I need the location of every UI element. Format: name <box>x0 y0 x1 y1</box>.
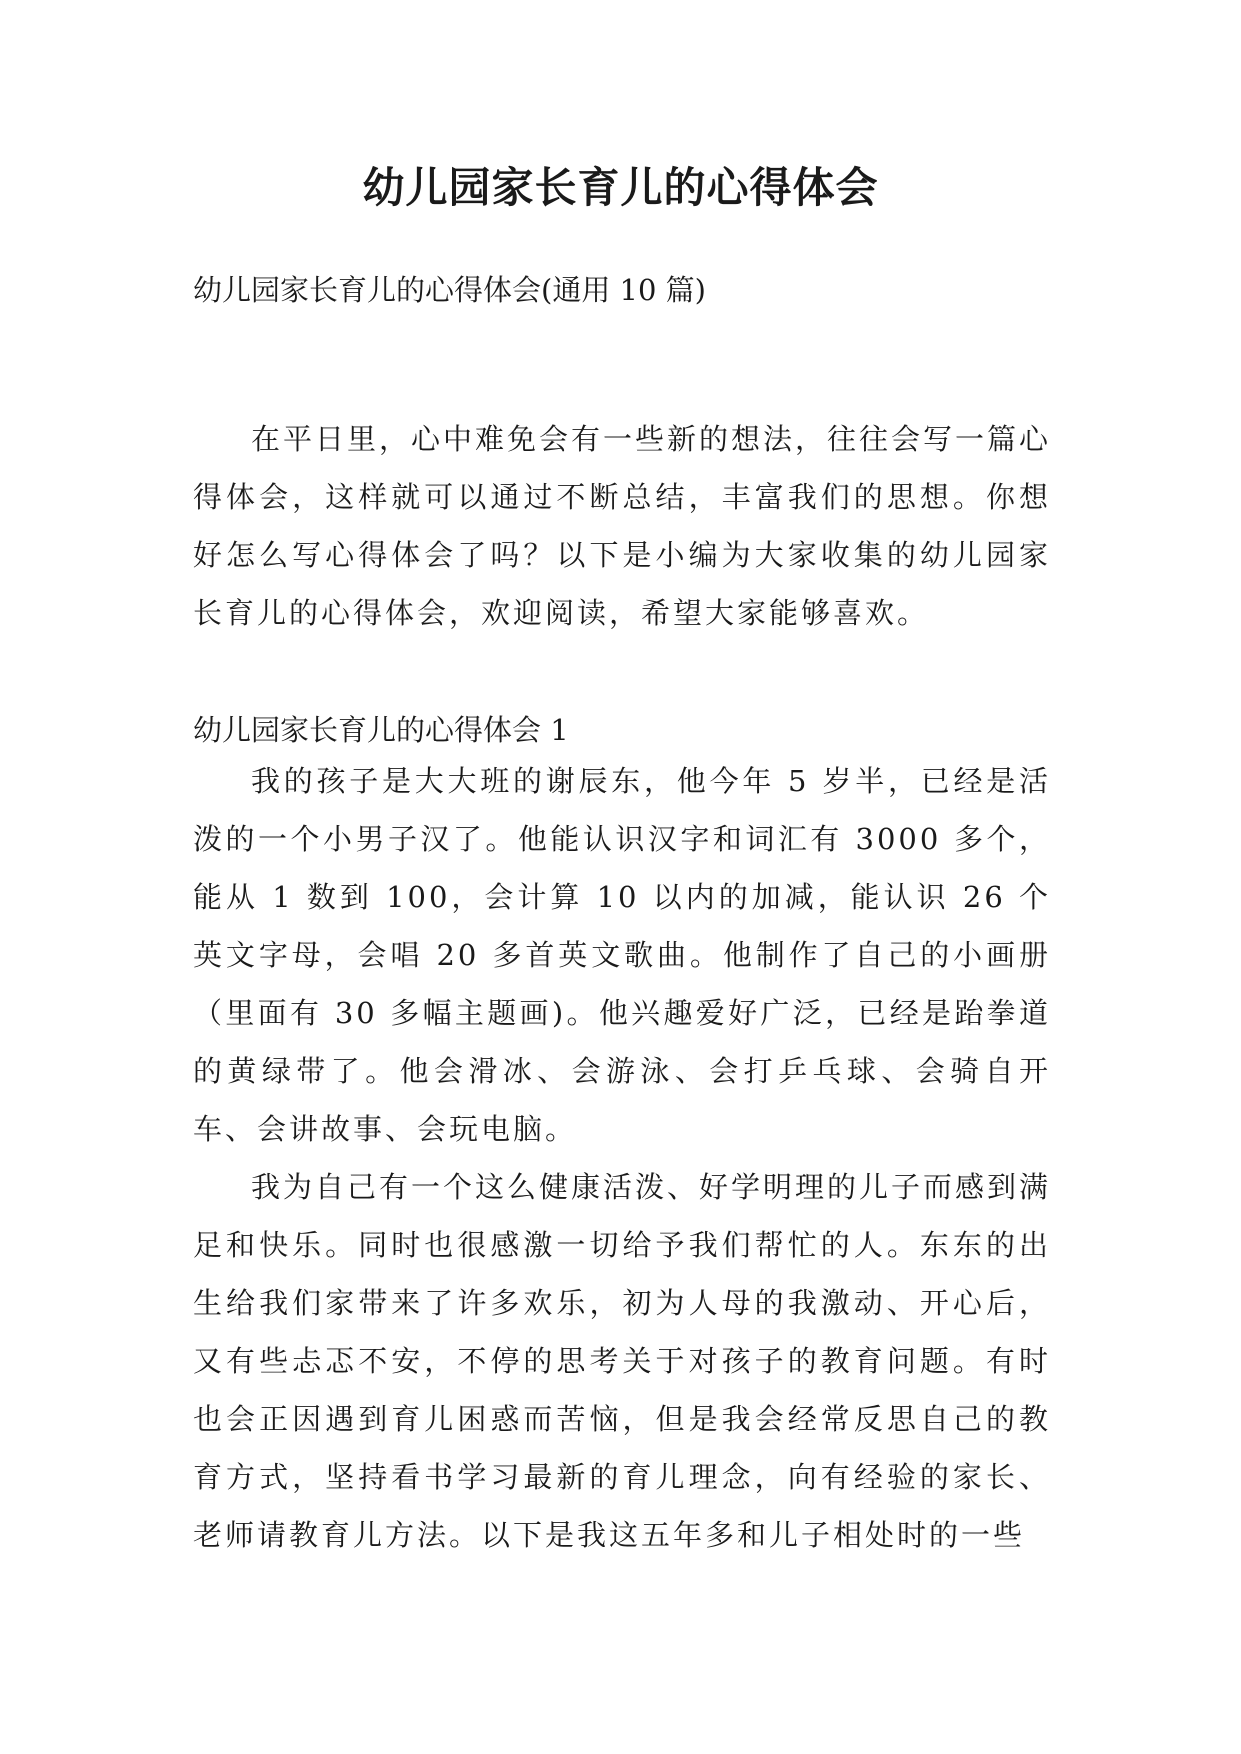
document-title: 幼儿园家长育儿的心得体会 <box>362 163 879 212</box>
body-paragraph-1: 我的孩子是大大班的谢辰东，他今年 5 岁半，已经是活泼的一个小男子汉了。他能认识汉字和词汇有 3000 多个，能从 1 数到 100，会计算 10 以内的加减，能认识 26 个英文字母，会唱 20 多首英文歌曲。他制作了自己的小画册（里面有 30 多幅主题画)。他兴趣爱好广泛，已经是跆拳道的黄绿带了。他会滑冰、会游泳、会打乒乓球、会骑自开车、会讲故事、会玩电脑。 <box>193 764 1051 1146</box>
section-body <box>193 752 1051 1564</box>
section-heading: 幼儿园家长育儿的心得体会 1 <box>193 713 569 747</box>
body-paragraph-2: 我为自己有一个这么健康活泼、好学明理的儿子而感到满足和快乐。同时也很感激一切给予我们帮忙的人。东东的出生给我们家带来了许多欢乐，初为人母的我激动、开心后，又有些忐忑不安，不停的思考关于对孩子的教育问题。有时也会正因遇到育儿困惑而苦恼，但是我会经常反思自己的教育方式，坚持看书学习最新的育儿理念，向有经验的家长、老师请教育儿方法。以下是我这五年多和儿子相处时的一些 <box>193 1170 1052 1552</box>
document-subtitle: 幼儿园家长育儿的心得体会(通用 10 篇) <box>193 273 706 307</box>
intro-paragraph: 在平日里，心中难免会有一些新的想法，往往会写一篇心得体会，这样就可以通过不断总结，丰富我们的思想。你想好怎么写心得体会了吗？以下是小编为大家收集的幼儿园家长育儿的心得体会，欢迎阅读，希望大家能够喜欢。 <box>193 422 1052 630</box>
